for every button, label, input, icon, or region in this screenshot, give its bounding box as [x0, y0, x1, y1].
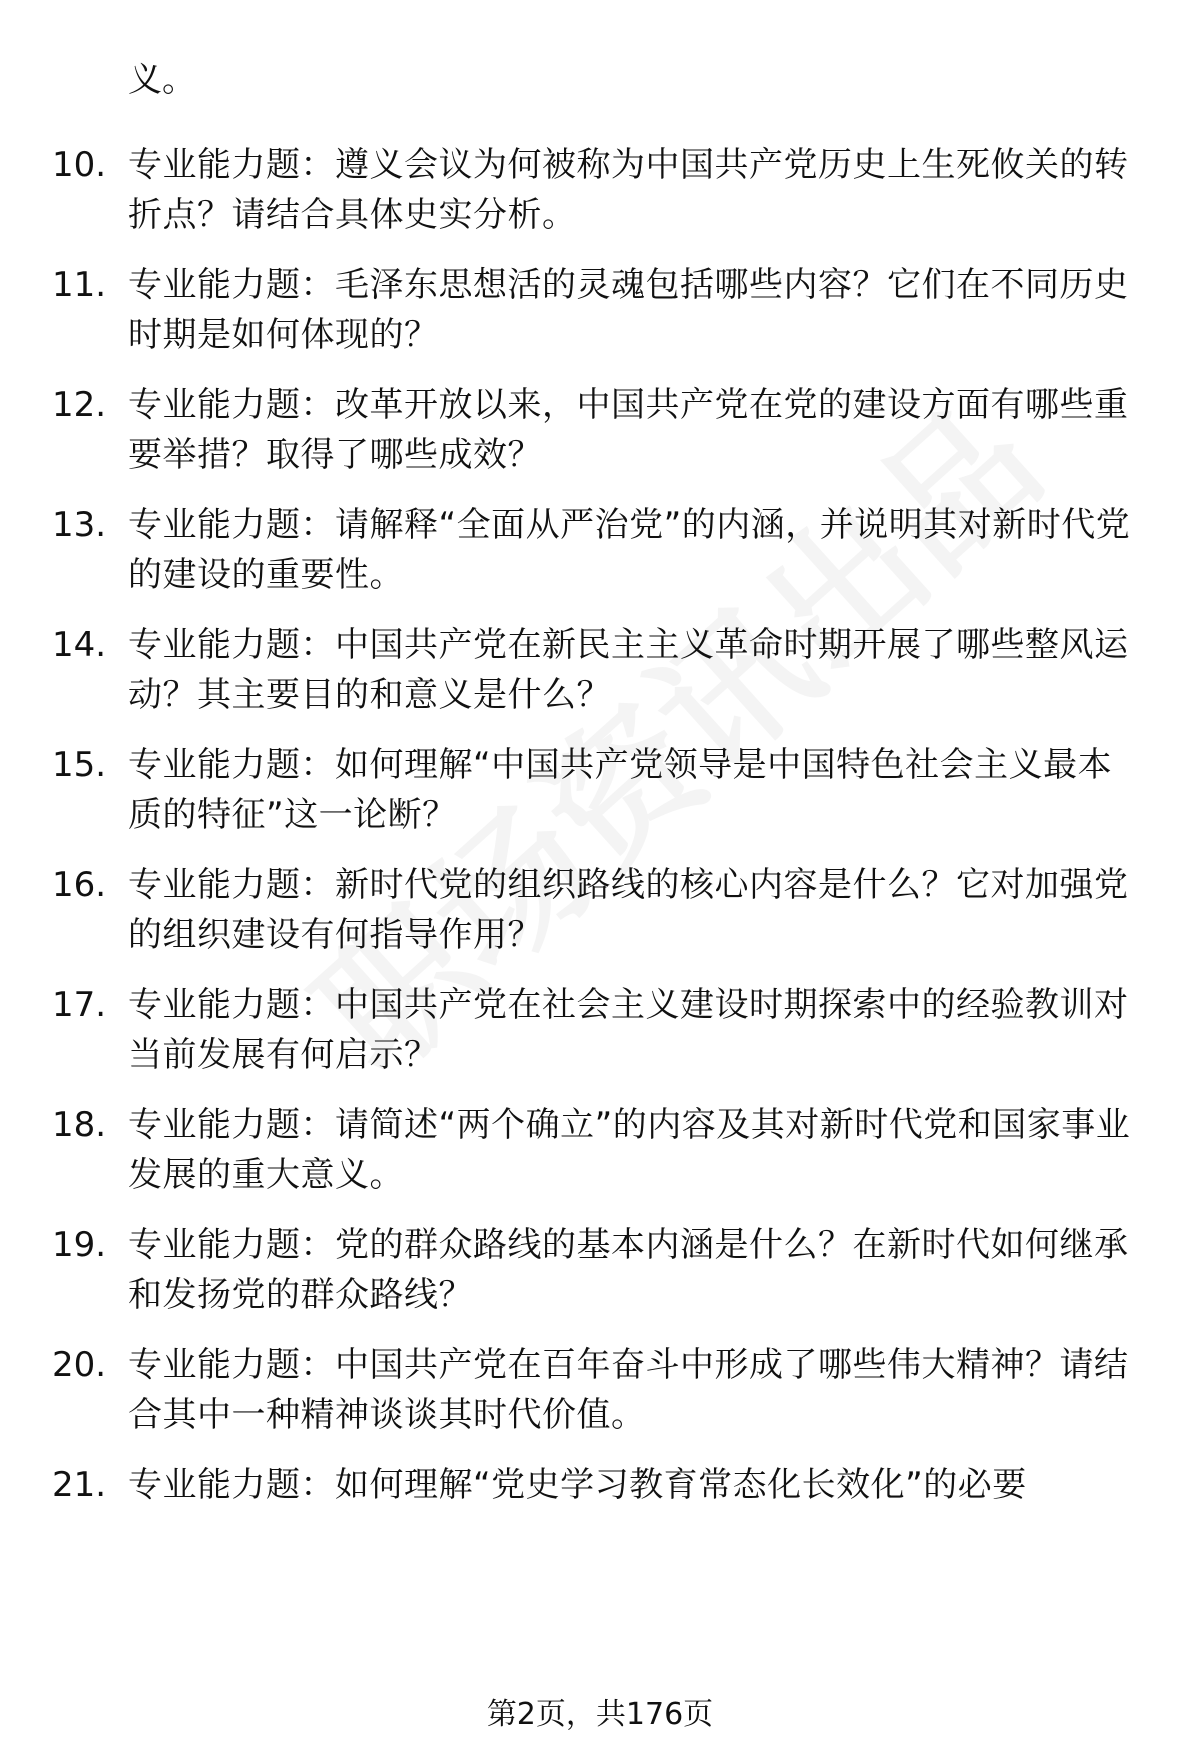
- continuation-text: 义。: [128, 60, 196, 100]
- question-number: 21.: [52, 1465, 107, 1505]
- question-number: 12.: [52, 385, 107, 425]
- list-item: [0, 1460, 1200, 1560]
- question-text: 专业能力题：毛泽东思想活的灵魂包括哪些内容？它们在不同历史时期是如何体现的？: [128, 265, 1129, 355]
- question-text: 专业能力题：如何理解“党史学习教育常态化长效化”的必要: [128, 1465, 1027, 1505]
- list-item: [0, 740, 1200, 840]
- question-text: 专业能力题：请简述“两个确立”的内容及其对新时代党和国家事业发展的重大意义。: [128, 1105, 1131, 1195]
- list-item: [0, 500, 1200, 600]
- list-item: [0, 620, 1200, 720]
- question-number: 14.: [52, 625, 107, 665]
- list-item: [0, 260, 1200, 360]
- question-number: 16.: [52, 865, 107, 905]
- list-item: [0, 1220, 1200, 1320]
- question-text: 专业能力题：请解释“全面从严治党”的内涵，并说明其对新时代党的建设的重要性。: [128, 505, 1131, 595]
- question-text: 专业能力题：党的群众路线的基本内涵是什么？在新时代如何继承和发扬党的群众路线？: [128, 1225, 1129, 1315]
- question-text: 专业能力题：遵义会议为何被称为中国共产党历史上生死攸关的转折点？请结合具体史实分析。: [128, 145, 1129, 235]
- question-number: 13.: [52, 505, 107, 545]
- question-number: 18.: [52, 1105, 107, 1145]
- list-item: [0, 1340, 1200, 1440]
- list-item: [0, 980, 1200, 1080]
- list-item: [0, 1100, 1200, 1200]
- question-number: 11.: [52, 265, 107, 305]
- question-text: 专业能力题：中国共产党在社会主义建设时期探索中的经验教训对当前发展有何启示？: [128, 985, 1129, 1075]
- question-number: 20.: [52, 1345, 107, 1385]
- question-text: 专业能力题：中国共产党在新民主主义革命时期开展了哪些整风运动？其主要目的和意义是什么？: [128, 625, 1129, 715]
- question-number: 10.: [52, 145, 107, 185]
- question-number: 17.: [52, 985, 107, 1025]
- list-item: [0, 140, 1200, 240]
- page-footer: 第2页，共176页: [486, 1697, 714, 1732]
- question-number: 15.: [52, 745, 107, 785]
- question-number: 19.: [52, 1225, 107, 1265]
- question-text: 专业能力题：改革开放以来，中国共产党在党的建设方面有哪些重要举措？取得了哪些成效？: [128, 385, 1129, 475]
- list-item: [0, 860, 1200, 960]
- list-item: [0, 380, 1200, 480]
- question-text: 专业能力题：中国共产党在百年奋斗中形成了哪些伟大精神？请结合其中一种精神谈谈其时代价值。: [128, 1345, 1129, 1435]
- question-text: 专业能力题：如何理解“中国共产党领导是中国特色社会主义最本质的特征”这一论断？: [128, 745, 1113, 835]
- question-text: 专业能力题：新时代党的组织路线的核心内容是什么？它对加强党的组织建设有何指导作用？: [128, 865, 1129, 955]
